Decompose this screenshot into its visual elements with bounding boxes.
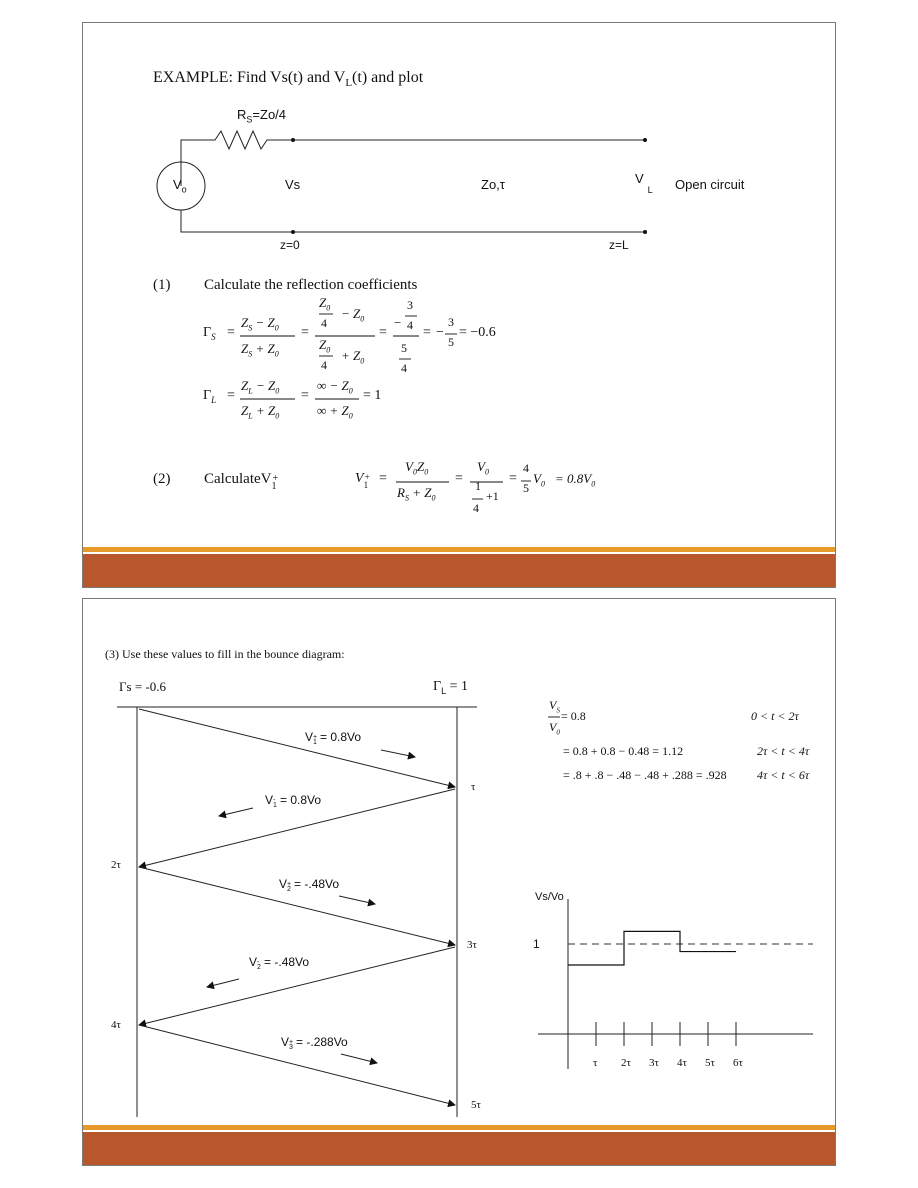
rs-label: $R_S=Zo/4$: [237, 107, 287, 125]
step2-text: CalculateV + 1: [204, 471, 279, 492]
vl-label: $V_L$: [635, 171, 653, 195]
step1-number: (1): [153, 277, 171, 293]
example-title: EXAMPLE: Find Vs(t) and $V_L(t)$ and plot: [153, 69, 424, 90]
time-label-3tau: 3τ: [467, 939, 477, 951]
open-circuit-label: Open circuit: [675, 177, 745, 192]
slide-footer: [83, 1125, 835, 1165]
time-label-2tau: 2τ: [111, 859, 121, 871]
slide-1: [82, 22, 836, 588]
v1-plus-equation: V + 1 = $V_0Z_0$ $R_S + Z_0$ = $V_0$ 1 4 +1 = 4 5 $V_0$ = $0.8V_0$: [355, 459, 596, 515]
plot-x-tick-label: τ: [593, 1057, 598, 1069]
plot-x-tick-label: 4τ: [677, 1057, 687, 1069]
gs-f1-num: $Z_S - Z_0$: [241, 315, 279, 333]
time-label-tau: τ: [471, 781, 476, 793]
plot-x-tick-label: 5τ: [705, 1057, 715, 1069]
vs-label: Vs: [285, 177, 301, 192]
step1-text: Calculate the reflection coefficients: [204, 277, 418, 293]
v1-plus-label: V + 1 = 0.8Vo: [305, 730, 362, 746]
gamma-s-lhs: $\Gamma_S$: [203, 325, 216, 342]
z0-label: z=0: [280, 238, 300, 252]
gamma-s-equation: $\Gamma_S$ = $Z_S - Z_0$ $Z_S + Z_0$ = $Z_0$ 4 − $Z_0$ $Z_0$ 4 + $Z_0$ = − 3 4 5 4 = − 3 5 = −0.6: [203, 295, 496, 375]
bounce-heading: (3) Use these values to fill in the bounce diagram:: [105, 647, 345, 661]
source-label: $V_o$: [173, 177, 187, 195]
plot-vs-series: [568, 931, 736, 965]
plot-ylabel: Vs/Vo: [535, 891, 564, 903]
plot-ytick-1: 1: [533, 937, 540, 951]
time-label-4tau: 4τ: [111, 1019, 121, 1031]
plot-x-tick-label: 3τ: [649, 1057, 659, 1069]
plot-x-tick-label: 6τ: [733, 1057, 743, 1069]
plot-x-tick-label: 2τ: [621, 1057, 631, 1069]
time-label-5tau: 5τ: [471, 1099, 481, 1111]
v2-minus-label: V - 2 = -.48Vo: [249, 955, 310, 971]
v1-minus-label: V - 1 = 0.8Vo: [265, 793, 322, 809]
zl-label: z=L: [609, 238, 629, 252]
v2-plus-label: V + 2 = -.48Vo: [279, 877, 340, 893]
gamma-l-label: $\Gamma_L = 1$: [433, 679, 469, 696]
v3-plus-label: V + 3 = -.288Vo: [281, 1035, 348, 1051]
gamma-l-equation: $\Gamma_L$ = $Z_L - Z_0$ $Z_L + Z_0$ = ∞ − $Z_0$ ∞ + $Z_0$ = 1: [203, 378, 382, 421]
gs-f1-den: $Z_S + Z_0$: [241, 341, 279, 359]
slide-2: [82, 598, 836, 1166]
vs-step-plot: [83, 599, 835, 1165]
slide-footer: [83, 547, 835, 587]
step2-number: (2): [153, 471, 171, 487]
line-label: Zo,τ: [481, 177, 505, 192]
gamma-s-label: Γs = -0.6: [119, 679, 166, 694]
vs-equations: $V_S$ $V_0$ = 0.8 0 < t < 2τ = 0.8 + 0.8 − 0.48 = 1.12 2τ < t < 4τ = .8 + .8 − .48 − .48 + .288 = .928 4τ < t < 6τ: [549, 698, 810, 782]
